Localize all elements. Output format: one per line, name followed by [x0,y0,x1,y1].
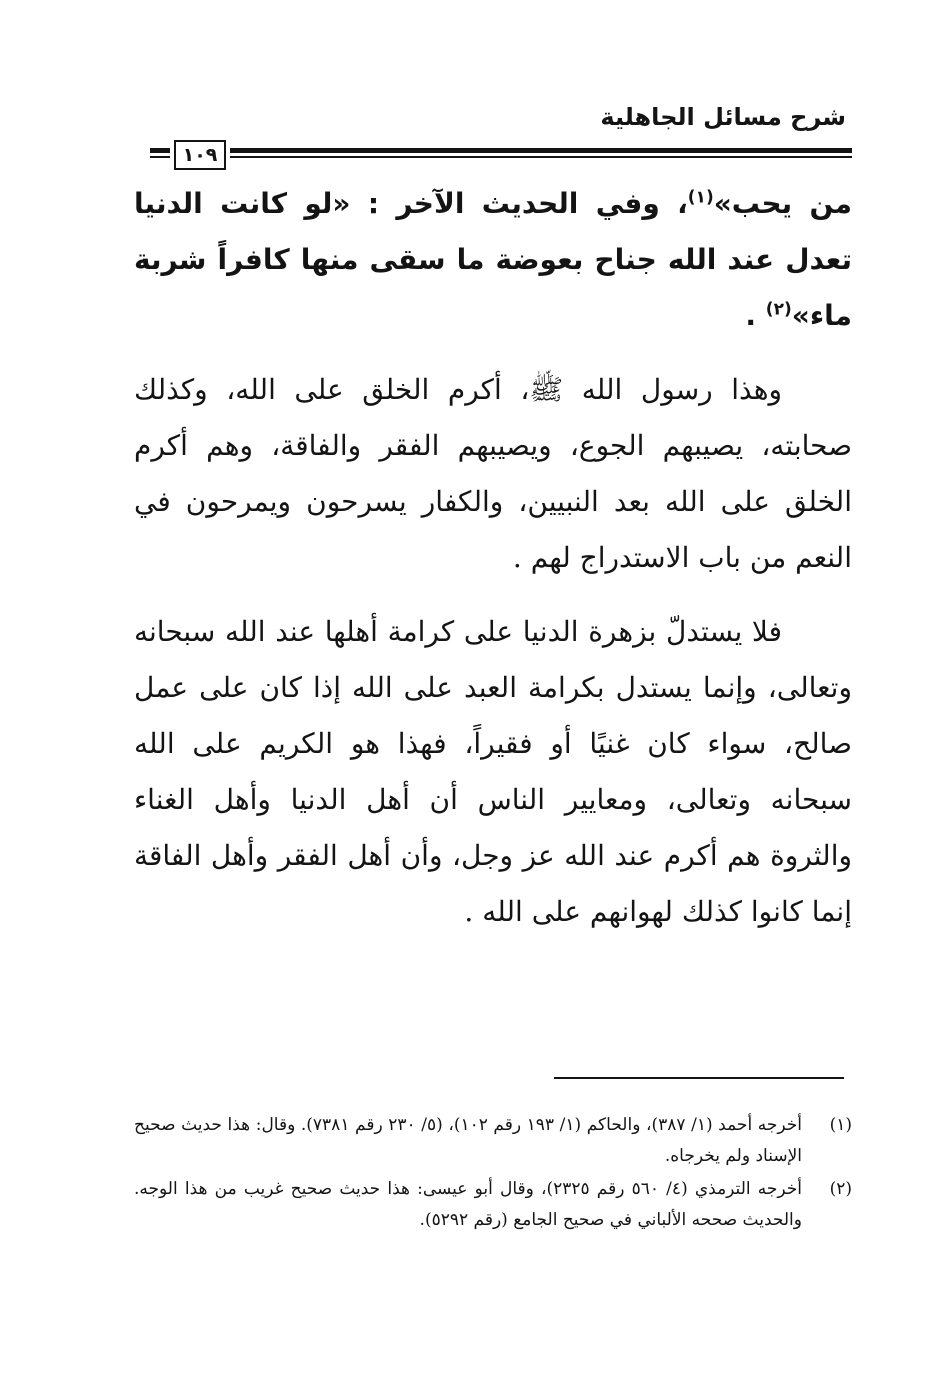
footnote [134,1110,852,1172]
page-number: ١٠٩ [174,140,226,170]
footnote-ref: (٢) [765,299,792,320]
header-rule-line [230,156,852,158]
paragraph: فلا يستدلّ بزهرة الدنيا على كرامة أهلها عند الله سبحانه وتعالى، وإنما يستدل بكرامة العبد على الله إذا كان على عمل صالح، سواء كان غنيًا أو فقيراً، فهذا هو الكريم على الله سبحانه وتعالى، ومعايير الناس أن أهل الدنيا وأهل الغناء والثروة هم أكرم عند الله عز وجل، وأن أهل الفقر وأهل الفاقة إنما كانوا كذلك لهوانهم على الله . [134,615,852,928]
header-rule-dash [150,148,170,153]
header-rule-dash [150,156,170,158]
footnote-text: أخرجه أحمد (١/ ٣٨٧)، والحاكم (١/ ١٩٣ رقم ١٠٢)، (٥/ ٢٣٠ رقم ٧٣٨١). وقال: هذا حديث صحيح الإسناد ولم يخرجاه. [134,1115,802,1166]
hadith-text: من يحب» [713,187,853,220]
hadith-quote [134,176,852,344]
footnote-number: (١) [829,1115,852,1135]
footnote-separator [554,1077,844,1079]
paragraph: وهذا رسول الله ﷺ، أكرم الخلق على الله، وكذلك صحابته، يصيبهم الجوع، ويصيبهم الفقر والفاقة، وهم أكرم الخلق على الله بعد النبيين، والكفار يسرحون ويمرحون في النعم من باب الاستدراج لهم . [134,373,852,574]
footnote-text: أخرجه الترمذي (٤/ ٥٦٠ رقم ٢٣٢٥)، وقال أبو عيسى: هذا حديث صحيح غريب من هذا الوجه. والحديث صححه الألباني في صحيح الجامع (رقم ٥٢٩٢). [134,1179,802,1230]
header-rule-line [230,148,852,153]
hadith-text: ، وفي الحديث الآخر : «لو كانت الدنيا تعدل عند الله جناح بعوضة ما سقى منها كافراً شربة ماء» [134,187,852,332]
hadith-text-end: . [745,299,766,332]
body-text [134,176,852,958]
footnote-number: (٢) [829,1179,852,1199]
footnote-ref: (١) [687,187,714,208]
footnotes [134,1110,852,1238]
header-rule [150,140,852,170]
running-title: شرح مسائل الجاهلية [600,103,846,131]
footnote [134,1174,852,1236]
